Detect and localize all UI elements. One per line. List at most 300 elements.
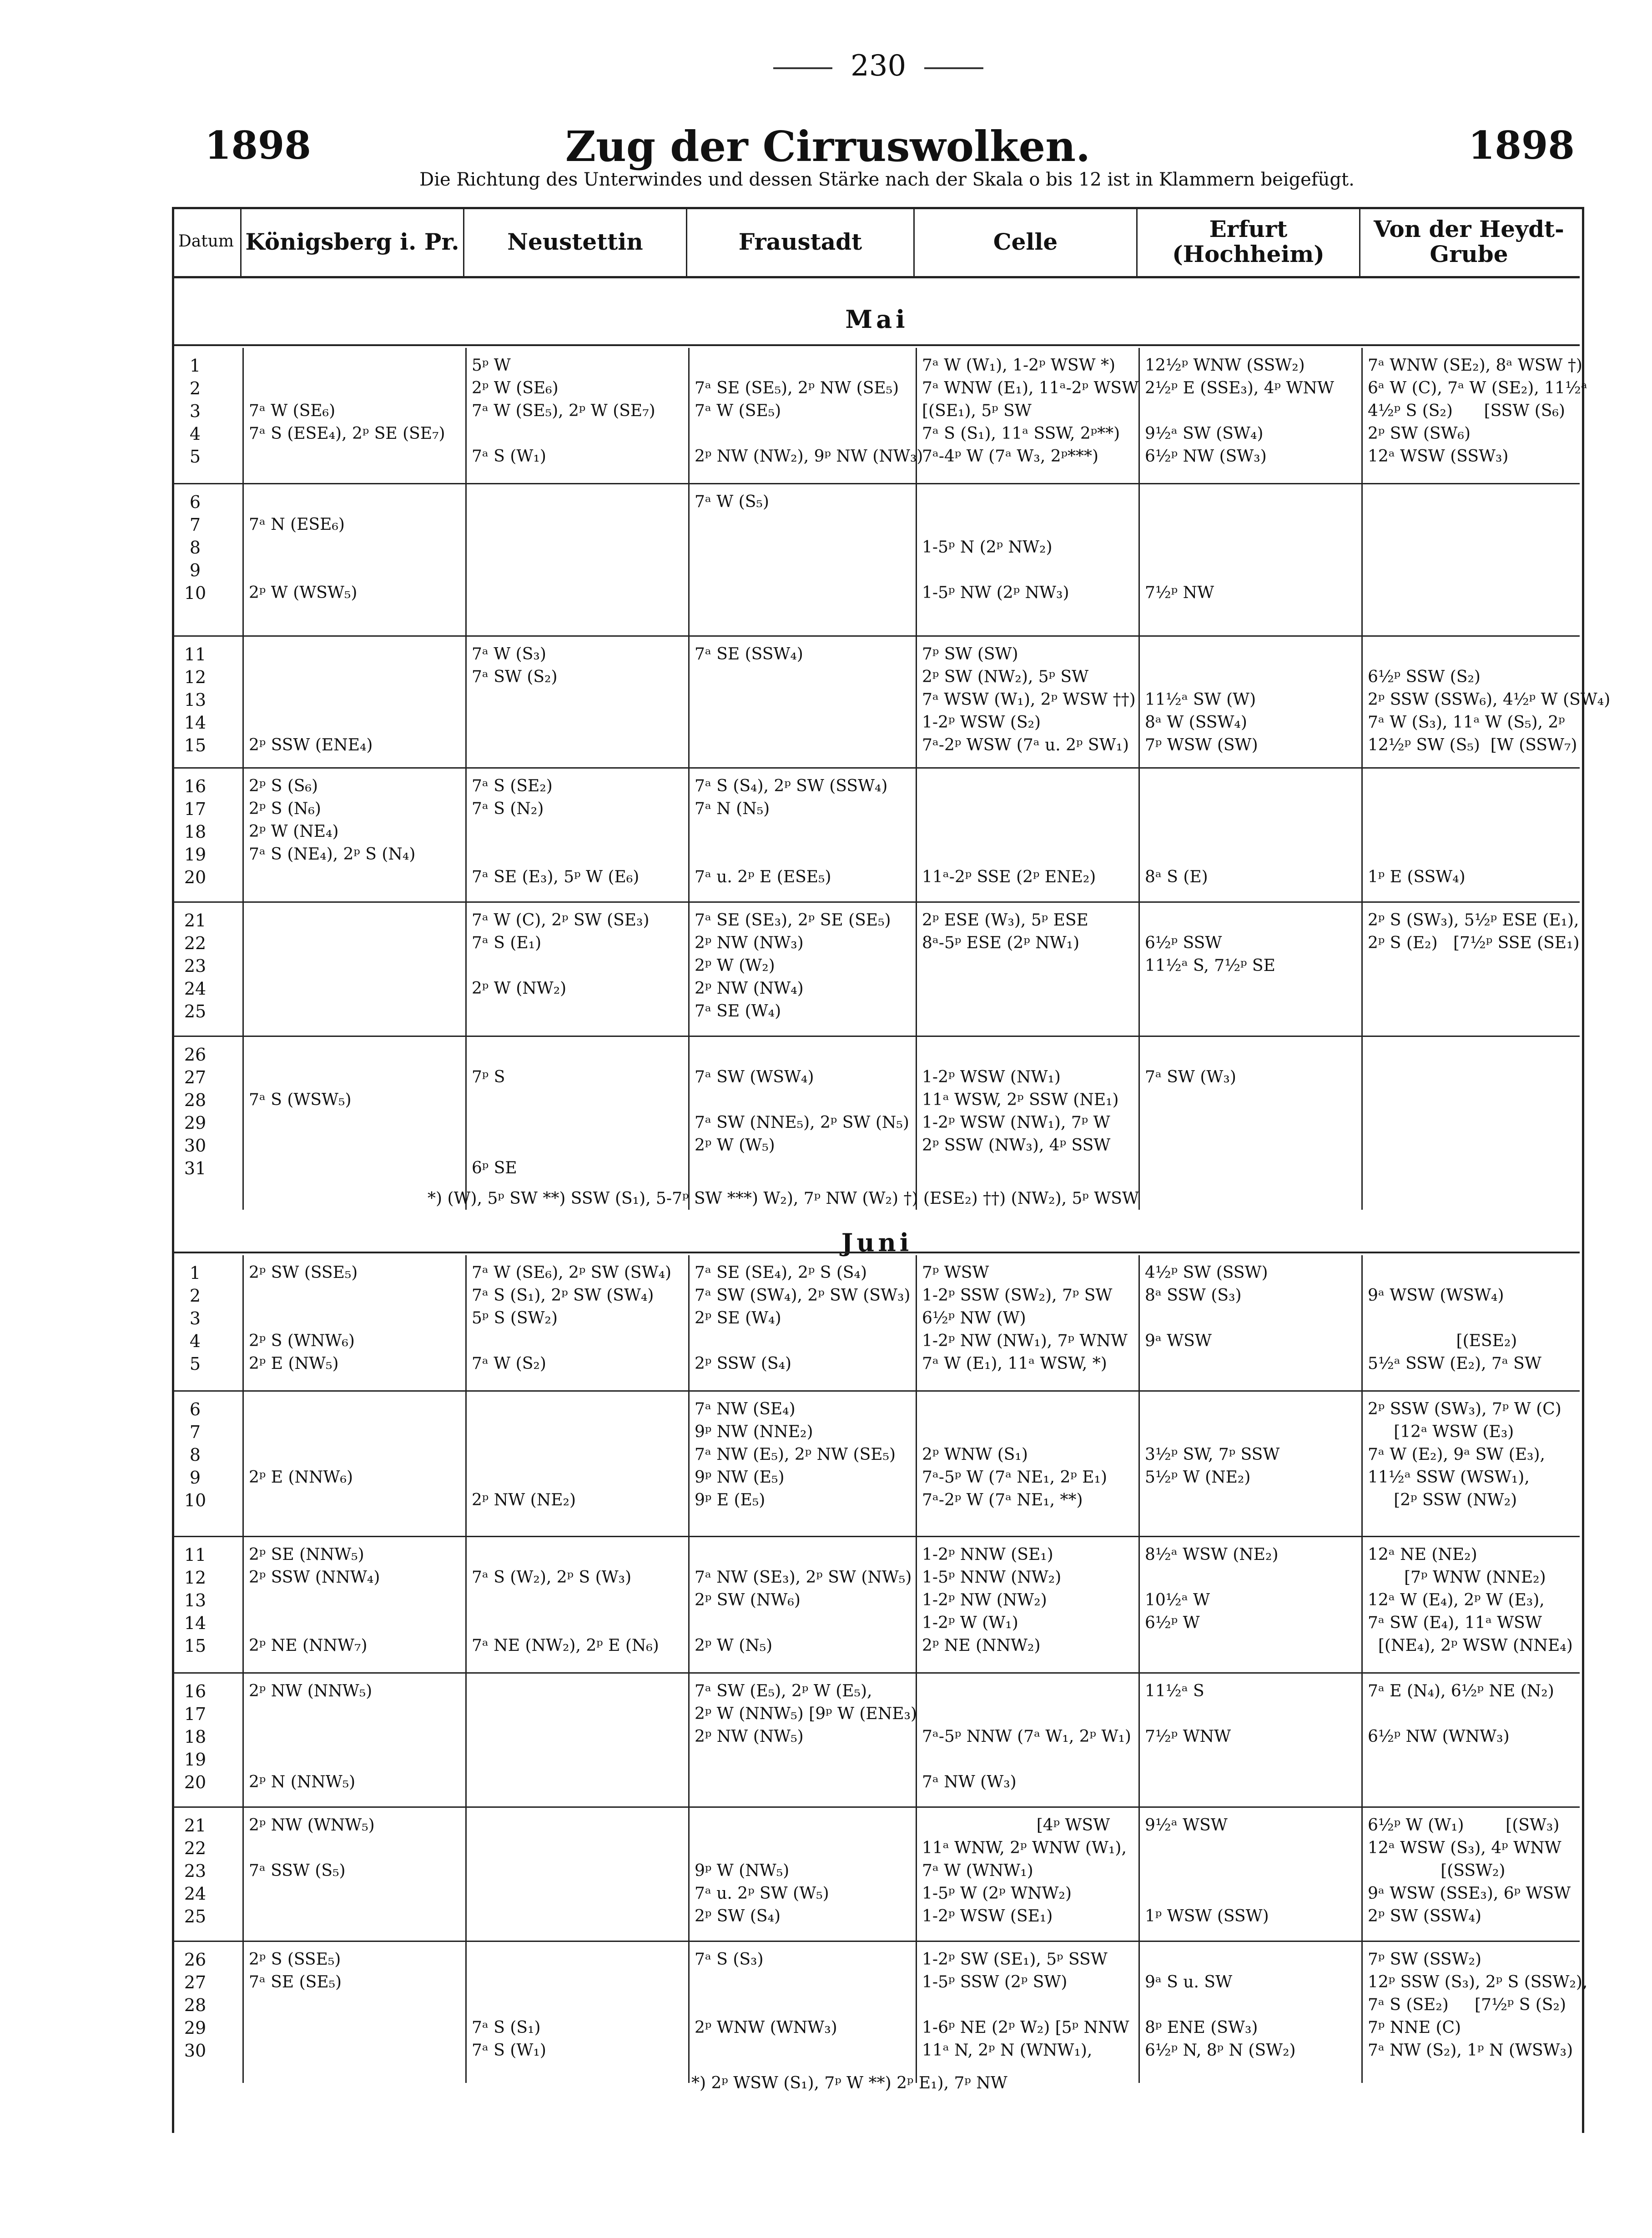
table-cell: 11½ᵃ S xyxy=(1145,1682,1204,1700)
day-block xyxy=(174,637,1611,769)
table-cell: 2ᵖ SW (S₄) xyxy=(695,1907,781,1926)
column-rule xyxy=(1138,1392,1140,1536)
day-number: 10 xyxy=(184,583,206,603)
table-cell: 7ᵃ S (WSW₅) xyxy=(249,1091,352,1109)
day-number: 2 xyxy=(189,1286,201,1306)
column-rule xyxy=(688,903,690,1036)
day-number: 23 xyxy=(184,956,206,976)
day-number: 16 xyxy=(184,776,206,796)
year-left: 1898 xyxy=(205,123,311,168)
table-cell: 2ᵖ SSW (ENE₄) xyxy=(249,736,373,754)
column-rule xyxy=(1138,1037,1140,1210)
table-cell: 6½ᵖ SSW xyxy=(1145,934,1222,952)
day-number: 8 xyxy=(189,1445,201,1465)
table-cell: 12ᵃ WSW (S₃), 4ᵖ WNW xyxy=(1368,1839,1561,1857)
table-cell: 1ᵖ E (SSW₄) xyxy=(1368,868,1466,886)
table-cell: 2ᵖ SE (W₄) xyxy=(695,1309,781,1328)
table-cell: 2ᵖ S (E₂) [7½ᵖ SSE (SE₁) xyxy=(1368,934,1580,952)
column-rule xyxy=(465,484,467,635)
day-number: 18 xyxy=(184,1727,206,1747)
column-rule xyxy=(688,1037,690,1210)
table-cell: 7ᵃ W (C), 2ᵖ SW (SE₃) xyxy=(472,911,650,930)
day-number: 30 xyxy=(184,2041,206,2061)
day-number: 28 xyxy=(184,1090,206,1110)
table-cell: 9ᵃ S u. SW xyxy=(1145,1973,1233,1992)
day-number: 17 xyxy=(184,799,206,819)
table-cell: 7ᵃ S (S₄), 2ᵖ SW (SSW₄) xyxy=(695,777,888,795)
table-cell: 2ᵖ S (N₆) xyxy=(249,800,321,818)
table-header xyxy=(172,207,1580,278)
table-cell: 8ᵃ-5ᵖ ESE (2ᵖ NW₁) xyxy=(922,934,1080,952)
table-cell: 1-2ᵖ WSW (NW₁), 7ᵖ W xyxy=(922,1113,1110,1132)
table-cell: 2ᵖ NW (NNW₅) xyxy=(249,1682,373,1700)
table-cell: 2ᵖ W (W₂) xyxy=(695,956,775,975)
column-rule xyxy=(465,637,467,767)
day-number: 23 xyxy=(184,1861,206,1881)
year-right: 1898 xyxy=(1468,123,1575,168)
column-rule xyxy=(688,1537,690,1672)
table-cell: [(SSW₂) xyxy=(1368,1861,1506,1880)
table-cell: 9ᵃ WSW xyxy=(1145,1332,1212,1350)
table-cell: 1-2ᵖ W (W₁) xyxy=(922,1614,1018,1632)
page-number: 230 xyxy=(755,49,891,83)
table-cell: 7ᵃ NW (W₃) xyxy=(922,1773,1017,1791)
table-cell: 1-2ᵖ WSW (S₂) xyxy=(922,713,1041,732)
day-block xyxy=(174,484,1580,637)
footnotes: *) (W), 5ᵖ SW **) SSW (S₁), 5-7ᵖ SW ***) W₂), 7ᵖ NW (W₂) †) (ESE₂) ††) (NW₂), 5ᵖ WSW xyxy=(428,1189,1139,1208)
table-cell: 8ᵃ S (E) xyxy=(1145,868,1208,886)
day-number: 12 xyxy=(184,1568,206,1588)
table-cell: 2ᵖ NW (NE₂) xyxy=(472,1491,576,1509)
table-cell: 9½ᵃ SW (SW₄) xyxy=(1145,424,1264,443)
page-subtitle: Die Richtung des Unterwindes und dessen Stärke nach der Skala o bis 12 ist in Klammern beigefügt. xyxy=(419,169,1355,190)
table-cell: 7ᵃ W (S₃), 11ᵃ W (S₅), 2ᵖ xyxy=(1368,713,1565,732)
column-rule xyxy=(465,1392,467,1536)
table-cell: 2ᵖ SW (SSE₅) xyxy=(249,1263,358,1282)
table-cell: [(ESE₂) xyxy=(1368,1332,1517,1350)
day-number: 30 xyxy=(184,1136,206,1156)
table-cell: 4½ᵖ SW (SSW) xyxy=(1145,1263,1268,1282)
column-rule xyxy=(1138,484,1140,635)
day-number: 5 xyxy=(189,447,201,467)
column-rule xyxy=(688,1808,690,1941)
day-number: 31 xyxy=(184,1158,206,1178)
table-cell: 2ᵖ W (W₅) xyxy=(695,1136,775,1155)
column-rule xyxy=(1361,1674,1363,1806)
table-cell: 7ᵃ S (S₁), 2ᵖ SW (SW₄) xyxy=(472,1286,654,1305)
table-cell: 7ᵃ SW (NNE₅), 2ᵖ SW (N₅) xyxy=(695,1113,909,1132)
column-rule xyxy=(465,348,467,483)
table-cell: 7ᵃ W (WNW₁) xyxy=(922,1861,1033,1880)
column-rule xyxy=(1361,637,1363,767)
table-cell: 7ᵖ WSW xyxy=(922,1263,989,1282)
column-rule xyxy=(688,484,690,635)
table-cell: 7ᵃ WNW (E₁), 11ᵃ-2ᵖ WSW xyxy=(922,379,1139,397)
column-rule xyxy=(242,1537,244,1672)
column-rule xyxy=(242,1392,244,1536)
day-number: 19 xyxy=(184,1750,206,1770)
column-rule xyxy=(916,903,917,1036)
day-number: 21 xyxy=(184,910,206,930)
table-cell: 1-2ᵖ NW (NW₂) xyxy=(922,1591,1047,1609)
table-cell: 5½ᵃ SSW (E₂), 7ᵃ SW xyxy=(1368,1354,1541,1373)
table-cell: 7ᵃ NW (S₂), 1ᵖ N (WSW₃) xyxy=(1368,2041,1573,2060)
day-number: 16 xyxy=(184,1681,206,1701)
table-cell: 7ᵃ-5ᵖ NNW (7ᵃ W₁, 2ᵖ W₁) xyxy=(922,1727,1131,1746)
table-cell: 7ᵃ SE (SE₃), 2ᵖ SE (SE₅) xyxy=(695,911,891,930)
table-cell: 1-2ᵖ SW (SE₁), 5ᵖ SSW xyxy=(922,1950,1108,1969)
day-block xyxy=(174,1808,1580,1942)
table-cell: 7ᵃ N (ESE₆) xyxy=(249,515,345,534)
table-cell: 12ᵃ WSW (SSW₃) xyxy=(1368,447,1509,466)
table-cell: 9ᵖ NW (E₅) xyxy=(695,1468,785,1487)
column-rule xyxy=(688,1674,690,1806)
table-cell: 7ᵃ S (W₁) xyxy=(472,447,546,466)
table-cell: 5½ᵖ W (NE₂) xyxy=(1145,1468,1251,1487)
day-number: 29 xyxy=(184,2018,206,2038)
month-heading: Mai xyxy=(845,305,909,334)
table-cell: 2ᵖ SW (NW₆) xyxy=(695,1591,801,1609)
day-number: 17 xyxy=(184,1704,206,1724)
day-number: 14 xyxy=(184,713,206,733)
table-cell: 7ᵖ SW (SW) xyxy=(922,645,1018,664)
column-rule xyxy=(465,1255,467,1390)
table-cell: 5ᵖ W xyxy=(472,356,511,375)
column-rule xyxy=(688,1255,690,1390)
table-cell: 7ᵖ NNE (C) xyxy=(1368,2018,1461,2037)
table-cell: 7ᵃ S (SE₂) xyxy=(472,777,553,795)
month-heading: Juni xyxy=(841,1228,913,1257)
column-header: Fraustadt xyxy=(686,207,913,276)
table-cell: 7ᵃ NW (SE₄) xyxy=(695,1400,796,1418)
table-cell: 7ᵃ SW (SW₄), 2ᵖ SW (SW₃) xyxy=(695,1286,911,1305)
table-cell: 5ᵖ S (SW₂) xyxy=(472,1309,558,1328)
table-cell: 7ᵃ W (E₂), 9ᵃ SW (E₃), xyxy=(1368,1445,1545,1464)
day-number: 11 xyxy=(184,1545,206,1565)
table-cell: 2ᵖ W (NNW₅) [9ᵖ W (ENE₃) xyxy=(695,1705,917,1723)
column-rule xyxy=(1361,1808,1363,1941)
table-cell: 2ᵖ NW (NW₃) xyxy=(695,934,804,952)
footnotes: *) 2ᵖ WSW (S₁), 7ᵖ W **) 2ᵖ E₁), 7ᵖ NW xyxy=(691,2074,1007,2092)
column-rule xyxy=(465,1808,467,1941)
day-number: 22 xyxy=(184,933,206,953)
table-cell: [12ᵃ WSW (E₃) xyxy=(1368,1423,1514,1441)
table-cell: 7ᵃ-4ᵖ W (7ᵃ W₃, 2ᵖ***) xyxy=(922,447,1099,466)
table-cell: 7ᵃ S (W₂), 2ᵖ S (W₃) xyxy=(472,1568,632,1587)
column-rule xyxy=(916,1674,917,1806)
table-cell: 11½ᵃ SSW (WSW₁), xyxy=(1368,1468,1530,1487)
column-rule xyxy=(916,1808,917,1941)
day-number: 8 xyxy=(189,538,201,558)
table-cell: 7½ᵖ WNW xyxy=(1145,1727,1231,1746)
column-rule xyxy=(465,1674,467,1806)
table-cell: 7ᵃ NW (SE₃), 2ᵖ SW (NW₅) xyxy=(695,1568,912,1587)
column-rule xyxy=(916,769,917,901)
table-cell: 12½ᵖ SW (S₅) [W (SSW₇) xyxy=(1368,736,1577,754)
day-number: 3 xyxy=(189,1308,201,1328)
table-cell: 6½ᵖ NW (W) xyxy=(922,1309,1026,1328)
column-rule xyxy=(916,1942,917,2083)
table-cell: 7ᵃ SE (SE₅), 2ᵖ NW (SE₅) xyxy=(695,379,899,397)
table-cell: 7ᵃ u. 2ᵖ E (ESE₅) xyxy=(695,868,831,886)
column-rule xyxy=(1361,769,1363,901)
table-cell: 7ᵃ u. 2ᵖ SW (W₅) xyxy=(695,1884,829,1903)
column-rule xyxy=(688,769,690,901)
day-number: 24 xyxy=(184,979,206,999)
table-cell: 2ᵖ SW (SW₆) xyxy=(1368,424,1471,443)
table-cell: 1-6ᵖ NE (2ᵖ W₂) [5ᵖ NNW xyxy=(922,2018,1129,2037)
table-cell: 2ᵖ SSW (NNW₄) xyxy=(249,1568,380,1587)
table-cell: 7ᵃ S (SE₂) [7½ᵖ S (S₂) xyxy=(1368,1996,1566,2014)
table-cell: 7ᵃ SE (W₄) xyxy=(695,1002,781,1021)
day-number: 20 xyxy=(184,1772,206,1792)
table-cell: 2ᵖ NE (NNW₇) xyxy=(249,1636,368,1655)
day-block xyxy=(174,1037,1580,1210)
column-rule xyxy=(465,1537,467,1672)
page-title: Zug der Cirruswolken. xyxy=(565,122,1091,171)
day-number: 25 xyxy=(184,1906,206,1926)
table-cell: 2ᵖ ESE (W₃), 5ᵖ ESE xyxy=(922,911,1088,930)
table-cell: 11ᵃ-2ᵖ SSE (2ᵖ ENE₂) xyxy=(922,868,1096,886)
table-cell: 1-5ᵖ N (2ᵖ NW₂) xyxy=(922,538,1053,557)
day-number: 7 xyxy=(189,1422,201,1442)
table-cell: 12ᵃ NE (NE₂) xyxy=(1368,1545,1477,1564)
table-cell: 2ᵖ SSW (SSW₆), 4½ᵖ W (SW₄) xyxy=(1368,690,1611,709)
column-header: Von der Heydt- Grube xyxy=(1359,207,1577,276)
table-cell: 7ᵃ W (S₃) xyxy=(472,645,546,664)
column-rule xyxy=(465,903,467,1036)
table-cell: 7ᵃ W (SE₅) xyxy=(695,402,781,420)
column-rule xyxy=(916,484,917,635)
table-cell: 7ᵃ SW (WSW₄) xyxy=(695,1068,814,1086)
table-cell: 12½ᵖ WNW (SSW₂) xyxy=(1145,356,1305,375)
day-number: 14 xyxy=(184,1613,206,1633)
day-number: 4 xyxy=(189,1331,201,1351)
table-cell: [(NE₄), 2ᵖ WSW (NNE₄) xyxy=(1368,1636,1573,1655)
table-cell: 11ᵃ WSW, 2ᵖ SSW (NE₁) xyxy=(922,1091,1119,1109)
table-cell: 2ᵖ SW (SSW₄) xyxy=(1368,1907,1482,1926)
table-cell: 7ᵃ SE (SSW₄) xyxy=(695,645,803,664)
column-rule xyxy=(242,1942,244,2083)
table-cell: 1-2ᵖ WSW (SE₁) xyxy=(922,1907,1053,1926)
table-cell: 7ᵃ S (ESE₄), 2ᵖ SE (SE₇) xyxy=(249,424,445,443)
column-rule xyxy=(242,769,244,901)
column-rule xyxy=(1361,1392,1363,1536)
column-rule xyxy=(916,1537,917,1672)
table-cell: 9ᵃ WSW (SSE₃), 6ᵖ WSW xyxy=(1368,1884,1571,1903)
table-cell: 7ᵃ S (S₁), 11ᵃ SSW, 2ᵖ**) xyxy=(922,424,1120,443)
day-number: 2 xyxy=(189,378,201,398)
day-number: 18 xyxy=(184,822,206,842)
column-rule xyxy=(916,637,917,767)
day-number: 27 xyxy=(184,1067,206,1087)
table-cell: [2ᵖ SSW (NW₂) xyxy=(1368,1491,1517,1509)
table-cell: 7ᵃ S (NE₄), 2ᵖ S (N₄) xyxy=(249,845,416,864)
column-rule xyxy=(916,1392,917,1536)
column-rule xyxy=(688,348,690,483)
table-cell: 8ᵖ ENE (SW₃) xyxy=(1145,2018,1258,2037)
table-cell: 9ᵖ NW (NNE₂) xyxy=(695,1423,813,1441)
table-cell: 7ᵃ SW (W₃) xyxy=(1145,1068,1236,1086)
table-cell: 11ᵃ WNW, 2ᵖ WNW (W₁), xyxy=(922,1839,1127,1857)
table-cell: 12ᵃ W (E₄), 2ᵖ W (E₃), xyxy=(1368,1591,1545,1609)
day-number: 22 xyxy=(184,1838,206,1858)
column-header: Erfurt (Hochheim) xyxy=(1136,207,1359,276)
column-rule xyxy=(688,1392,690,1536)
day-number: 9 xyxy=(189,1468,201,1488)
table-cell: 1-5ᵖ NNW (NW₂) xyxy=(922,1568,1062,1587)
table-cell: [(SE₁), 5ᵖ SW xyxy=(922,402,1032,420)
table-cell: 7ᵃ N (N₅) xyxy=(695,800,770,818)
table-cell: 1-2ᵖ WSW (NW₁) xyxy=(922,1068,1061,1086)
table-cell: 6ᵃ W (C), 7ᵃ W (SE₂), 11½ᵃ xyxy=(1368,379,1587,397)
day-number: 26 xyxy=(184,1950,206,1970)
day-block xyxy=(174,1674,1580,1808)
column-rule xyxy=(1138,1808,1140,1941)
day-number: 21 xyxy=(184,1816,206,1836)
table-cell: 7ᵃ S (E₁) xyxy=(472,934,542,952)
table-cell: 7ᵃ SW (S₂) xyxy=(472,668,558,686)
column-rule xyxy=(1361,1942,1363,2083)
table-cell: [7ᵖ WNW (NNE₂) xyxy=(1368,1568,1546,1587)
table-cell: 7ᵖ WSW (SW) xyxy=(1145,736,1258,754)
table-cell: 6½ᵖ N, 8ᵖ N (SW₂) xyxy=(1145,2041,1296,2060)
day-number: 6 xyxy=(189,492,201,512)
table-cell: 2ᵖ WNW (WNW₃) xyxy=(695,2018,837,2037)
table-cell: 7ᵃ-2ᵖ W (7ᵃ NE₁, **) xyxy=(922,1491,1083,1509)
column-rule xyxy=(465,1942,467,2083)
day-number: 9 xyxy=(189,560,201,580)
table-cell: 8½ᵃ WSW (NE₂) xyxy=(1145,1545,1279,1564)
column-rule xyxy=(1138,637,1140,767)
table-cell: 7ᵃ W (S₂) xyxy=(472,1354,546,1373)
table-cell: 7ᵃ E (N₄), 6½ᵖ NE (N₂) xyxy=(1368,1682,1554,1700)
table-cell: 2ᵖ W (SE₆) xyxy=(472,379,559,397)
day-number: 1 xyxy=(189,1263,201,1283)
table-cell: 7ᵃ W (SE₅), 2ᵖ W (SE₇) xyxy=(472,402,655,420)
table-cell: 6½ᵖ NW (WNW₃) xyxy=(1368,1727,1510,1746)
column-rule xyxy=(1138,348,1140,483)
table-cell: 7ᵃ-5ᵖ W (7ᵃ NE₁, 2ᵖ E₁) xyxy=(922,1468,1108,1487)
table-cell: 6ᵖ SE xyxy=(472,1159,517,1177)
column-rule xyxy=(688,637,690,767)
column-header: Celle xyxy=(913,207,1136,276)
table-cell: 1-5ᵖ NW (2ᵖ NW₃) xyxy=(922,583,1069,602)
table-cell: 2ᵖ SE (NNW₅) xyxy=(249,1545,364,1564)
table-cell: 9ᵖ E (E₅) xyxy=(695,1491,766,1509)
day-block xyxy=(174,1392,1580,1537)
table-cell: 7ᵃ WNW (SE₂), 8ᵃ WSW †) xyxy=(1368,356,1582,375)
table-cell: 7ᵃ-2ᵖ WSW (7ᵃ u. 2ᵖ SW₁) xyxy=(922,736,1129,754)
table-cell: 6½ᵖ W (W₁) [(SW₃) xyxy=(1368,1816,1560,1835)
table-cell: 2ᵖ E (NW₅) xyxy=(249,1354,339,1373)
table-cell: 7ᵖ S xyxy=(472,1068,505,1086)
column-header: Neustettin xyxy=(463,207,686,276)
column-rule xyxy=(242,1255,244,1390)
table-cell: 6½ᵖ W xyxy=(1145,1614,1200,1632)
day-block xyxy=(174,769,1580,903)
column-rule xyxy=(242,637,244,767)
column-rule xyxy=(688,1942,690,2083)
table-cell: 2½ᵖ E (SSE₃), 4ᵖ WNW xyxy=(1145,379,1334,397)
table-cell: 7ᵃ W (W₁), 1-2ᵖ WSW *) xyxy=(922,356,1116,375)
table-cell: 7ᵃ S (S₁) xyxy=(472,2018,541,2037)
column-rule xyxy=(1138,1942,1140,2083)
day-number: 25 xyxy=(184,1001,206,1021)
day-number: 15 xyxy=(184,1636,206,1656)
table-cell: 11ᵃ N, 2ᵖ N (WNW₁), xyxy=(922,2041,1093,2060)
day-number: 29 xyxy=(184,1113,206,1133)
day-block xyxy=(174,903,1580,1037)
table-cell: 2ᵖ SSW (NW₃), 4ᵖ SSW xyxy=(922,1136,1111,1155)
table-cell: 2ᵖ NW (NW₅) xyxy=(695,1727,804,1746)
column-rule xyxy=(242,348,244,483)
table-cell: 2ᵖ N (NNW₅) xyxy=(249,1773,356,1791)
day-number: 11 xyxy=(184,644,206,664)
table-cell: 2ᵖ NE (NNW₂) xyxy=(922,1636,1041,1655)
day-number: 6 xyxy=(189,1399,201,1419)
table-cell: 1-2ᵖ SSW (SW₂), 7ᵖ SW xyxy=(922,1286,1113,1305)
column-rule xyxy=(1138,769,1140,901)
table-cell: 7ᵃ SW (E₅), 2ᵖ W (E₅), xyxy=(695,1682,872,1700)
table-cell: 2ᵖ SSW (SW₃), 7ᵖ W (C) xyxy=(1368,1400,1561,1418)
table-cell: 2ᵖ SSW (S₄) xyxy=(695,1354,792,1373)
month-divider xyxy=(174,1252,1580,1253)
column-rule xyxy=(916,1255,917,1390)
table-cell: 2ᵖ W (NE₄) xyxy=(249,822,339,841)
table-cell: 2ᵖ E (NNW₆) xyxy=(249,1468,353,1487)
table-cell: 2ᵖ W (WSW₅) xyxy=(249,583,358,602)
table-cell: 7ᵃ WSW (W₁), 2ᵖ WSW ††) xyxy=(922,690,1136,709)
table-cell: 7ᵃ W (SE₆) xyxy=(249,402,336,420)
day-number: 3 xyxy=(189,401,201,421)
table-cell: 9ᵖ W (NW₅) xyxy=(695,1861,790,1880)
day-block xyxy=(174,1255,1580,1392)
day-number: 10 xyxy=(184,1490,206,1510)
column-rule xyxy=(465,769,467,901)
column-rule xyxy=(1361,1255,1363,1390)
table-cell: 1-2ᵖ NW (NW₁), 7ᵖ WNW xyxy=(922,1332,1128,1350)
table-cell: 7ᵃ SE (E₃), 5ᵖ W (E₆) xyxy=(472,868,640,886)
table-cell: 8ᵃ W (SSW₄) xyxy=(1145,713,1247,732)
table-cell: 2ᵖ W (N₅) xyxy=(695,1636,773,1655)
day-number: 4 xyxy=(189,424,201,444)
table-cell: 2ᵖ W (NW₂) xyxy=(472,979,567,998)
column-rule xyxy=(242,484,244,635)
day-number: 12 xyxy=(184,667,206,687)
table-cell: 8ᵃ SSW (S₃) xyxy=(1145,1286,1242,1305)
column-rule xyxy=(1138,1255,1140,1390)
table-cell: 7ᵃ SW (E₄), 11ᵃ WSW xyxy=(1368,1614,1542,1632)
table-cell: 11½ᵃ S, 7½ᵖ SE xyxy=(1145,956,1275,975)
day-number: 1 xyxy=(189,356,201,376)
table-cell: 3½ᵖ SW, 7ᵖ SSW xyxy=(1145,1445,1280,1464)
day-number: 19 xyxy=(184,845,206,865)
table-cell: 7ᵃ S (N₂) xyxy=(472,800,544,818)
table-cell: 2ᵖ NW (NW₄) xyxy=(695,979,804,998)
table-cell: 1-2ᵖ NNW (SE₁) xyxy=(922,1545,1053,1564)
column-rule xyxy=(1361,903,1363,1036)
table-cell: 7ᵃ S (S₃) xyxy=(695,1950,764,1969)
day-number: 5 xyxy=(189,1354,201,1374)
table-cell: 9ᵃ WSW (WSW₄) xyxy=(1368,1286,1504,1305)
day-number: 27 xyxy=(184,1972,206,1992)
column-rule xyxy=(242,1674,244,1806)
column-rule xyxy=(1138,1674,1140,1806)
table-cell: 7ᵃ W (E₁), 11ᵃ WSW, *) xyxy=(922,1354,1107,1373)
table-cell: 2ᵖ SW (NW₂), 5ᵖ SW xyxy=(922,668,1089,686)
table-cell: 6½ᵖ NW (SW₃) xyxy=(1145,447,1267,466)
